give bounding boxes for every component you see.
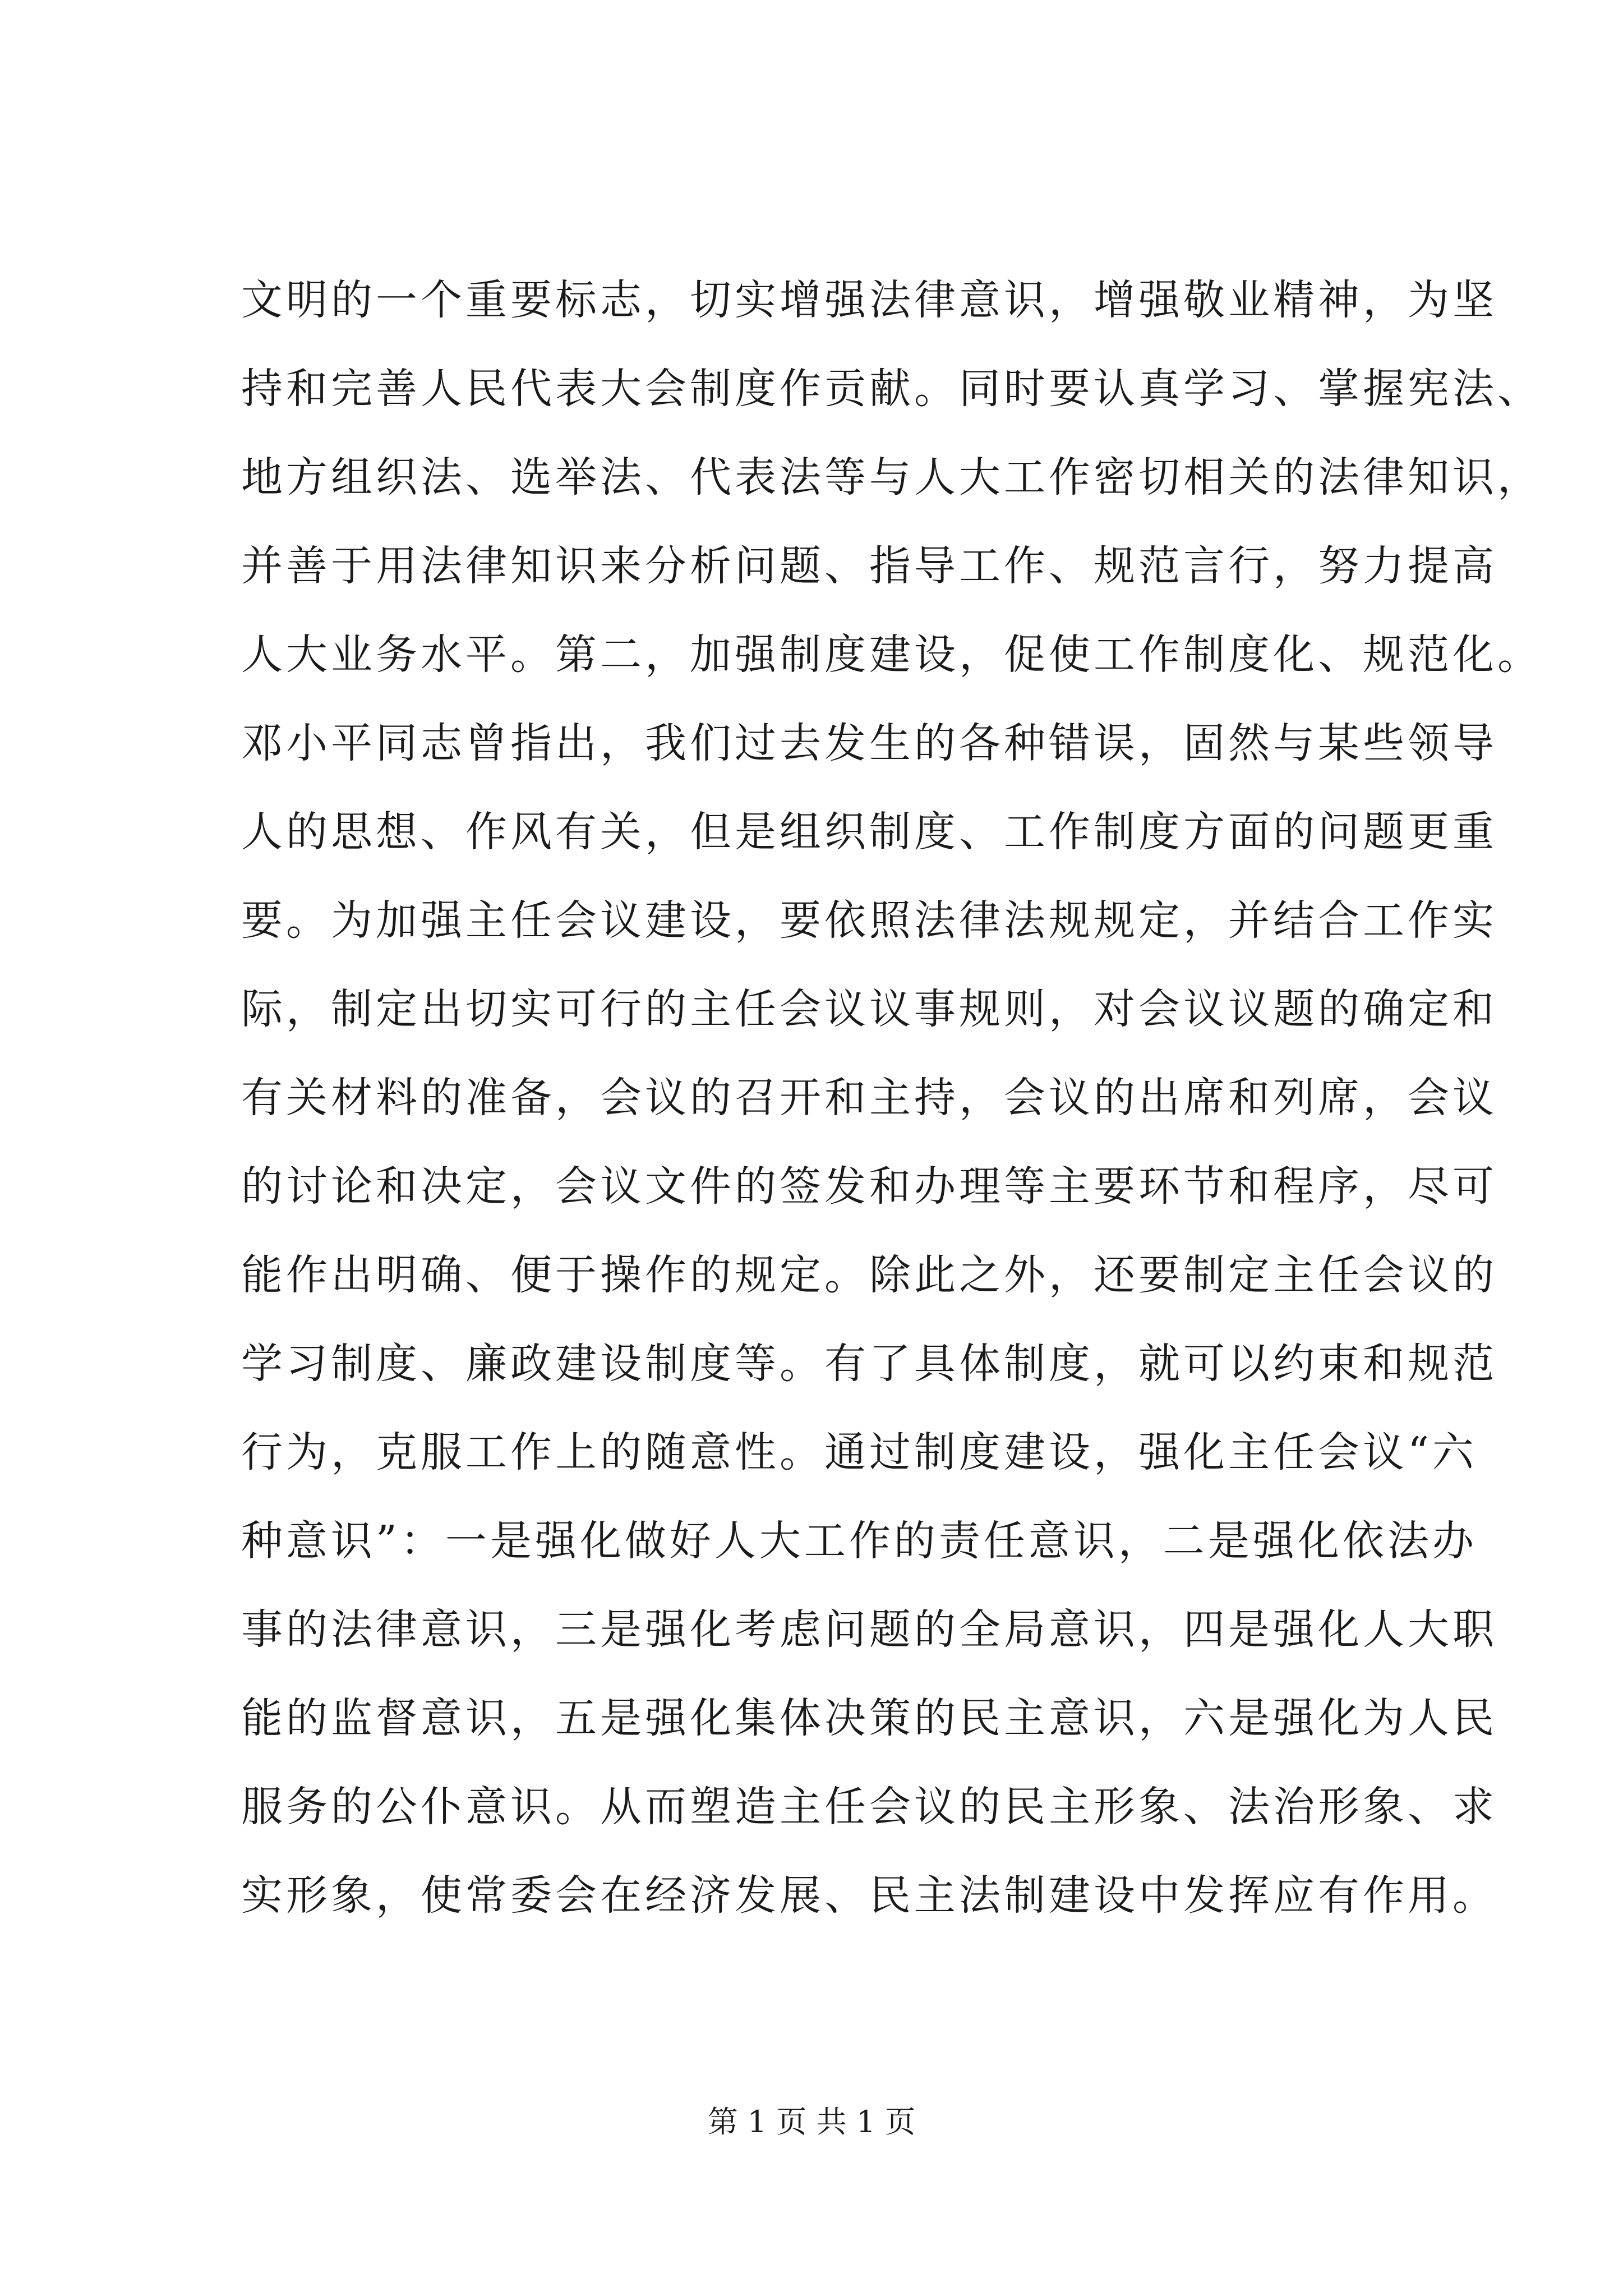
paragraph-line: 实形象，使常委会在经济发展、民主法制建设中发挥应有作用。 [241,1871,1497,1920]
paragraph-line: 人的思想、作风有关，但是组织制度、工作制度方面的问题更重 [241,808,1497,856]
paragraph-line: 文明的一个重要标志，切实增强法律意识，增强敬业精神，为坚 [241,276,1497,324]
paragraph-line: 的讨论和决定，会议文件的签发和办理等主要环节和程序，尽可 [241,1162,1497,1211]
page-number: 第 1 页 共 1 页 [707,2104,916,2139]
paragraph-line: 种意识”：一是强化做好人大工作的责任意识，二是强化依法办 [241,1517,1477,1565]
paragraph-line: 并善于用法律知识来分析问题、指导工作、规范言行，努力提高 [241,542,1497,590]
paragraph-line: 能的监督意识，五是强化集体决策的民主意识，六是强化为人民 [241,1694,1497,1742]
paragraph-line: 能作出明确、便于操作的规定。除此之外，还要制定主任会议的 [241,1251,1497,1299]
paragraph-line: 持和完善人民代表大会制度作贡献。同时要认真学习、掌握宪法、 [241,365,1542,413]
paragraph-line: 要。为加强主任会议建设，要依照法律法规规定，并结合工作实 [241,896,1497,945]
paragraph-line: 服务的公仆意识。从而塑造主任会议的民主形象、法治形象、求 [241,1783,1497,1831]
paragraph-line: 邓小平同志曾指出，我们过去发生的各种错误，固然与某些领导 [241,719,1497,767]
paragraph-line: 地方组织法、选举法、代表法等与人大工作密切相关的法律知识， [241,453,1542,501]
page-footer [0,2098,1623,2141]
paragraph-line: 有关材料的准备，会议的召开和主持，会议的出席和列席，会议 [241,1074,1497,1122]
paragraph-line: 人大业务水平。第二，加强制度建设，促使工作制度化、规范化。 [241,631,1542,679]
paragraph-line: 学习制度、廉政建设制度等。有了具体制度，就可以约束和规范 [241,1340,1497,1388]
paragraph-line: 际，制定出切实可行的主任会议议事规则，对会议议题的确定和 [241,985,1497,1033]
paragraph-line: 行为，克服工作上的随意性。通过制度建设，强化主任会议“六 [241,1428,1477,1476]
paragraph-line: 事的法律意识，三是强化考虑问题的全局意识，四是强化人大职 [241,1605,1497,1654]
body-paragraph [241,256,1542,1940]
